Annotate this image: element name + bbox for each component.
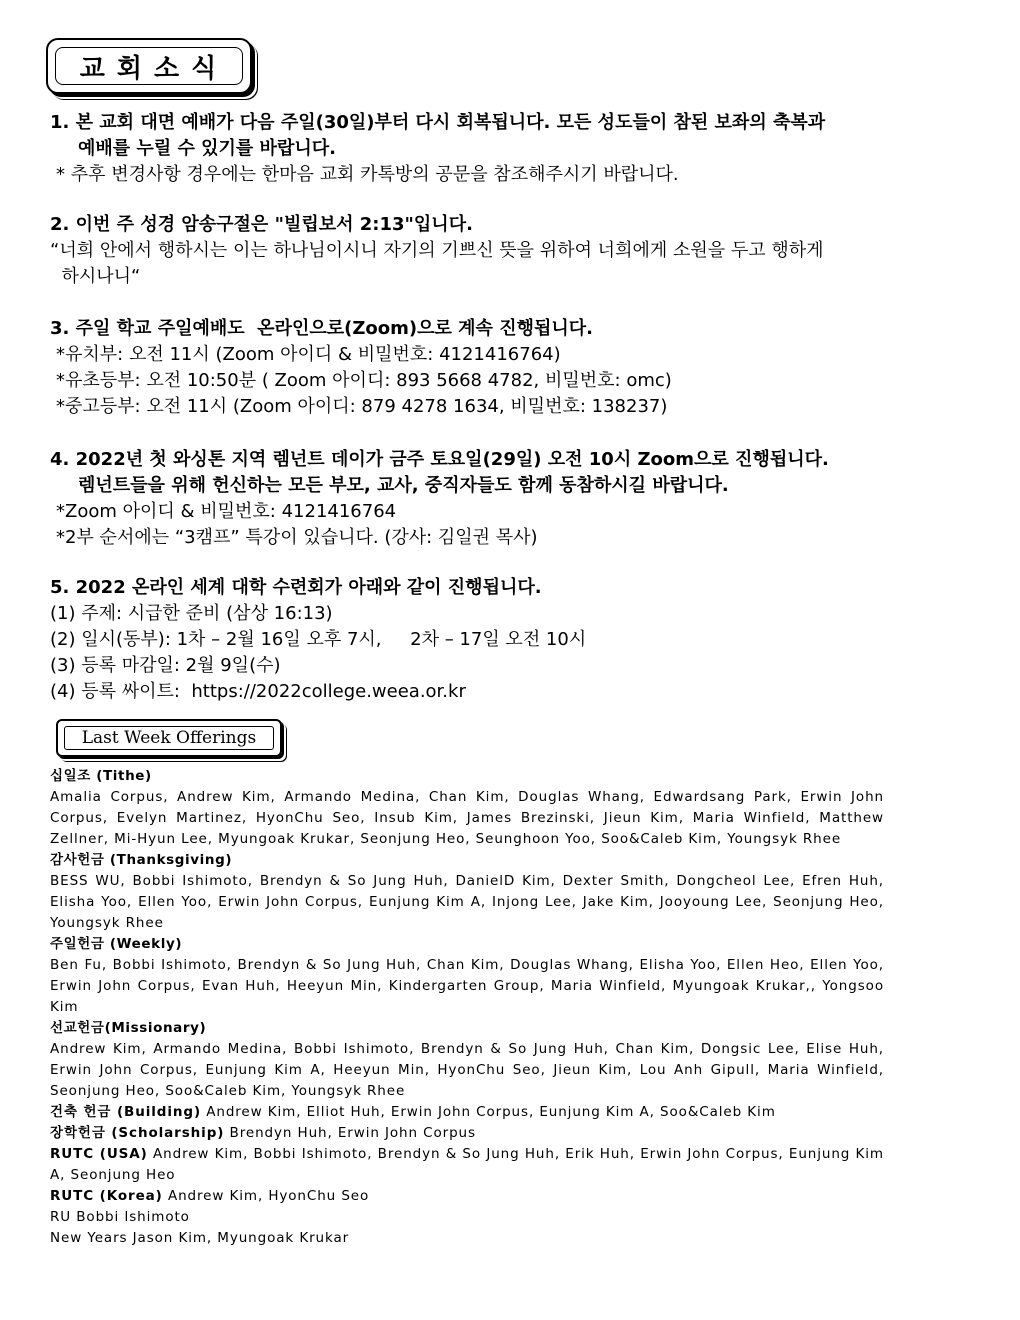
news-item-1 bbox=[50, 110, 950, 188]
news-line: *2부 순서에는 “3캠프” 특강이 있습니다. (강사: 김일권 목사) bbox=[56, 527, 538, 548]
news-line: *유치부: 오전 11시 (Zoom 아이디 & 비밀번호: 4121416764) bbox=[56, 344, 561, 365]
news-line: *중고등부: 오전 11시 (Zoom 아이디: 879 4278 1634, 비밀번호: 138237) bbox=[56, 396, 668, 417]
offering-category: 십일조 (Tithe) bbox=[50, 768, 152, 784]
news-heading: 2. 이번 주 성경 암송구절은 "빌립보서 2:13"입니다. bbox=[50, 214, 473, 235]
offering-category: RUTC (Korea) bbox=[50, 1188, 163, 1204]
offering-category: 선교헌금(Missionary) bbox=[50, 1020, 207, 1036]
offering-category: 주일헌금 (Weekly) bbox=[50, 936, 183, 952]
news-item-4 bbox=[50, 447, 950, 551]
news-heading: 5. 2022 온라인 세계 대학 수련회가 아래와 같이 진행됩니다. bbox=[50, 577, 542, 598]
offering-inline-row bbox=[50, 1186, 884, 1207]
news-line: (3) 등록 마감일: 2월 9일(수) bbox=[50, 655, 281, 676]
offering-names: Brendyn Huh, Erwin John Corpus bbox=[224, 1125, 476, 1141]
offering-names: Andrew Kim, HyonChu Seo bbox=[162, 1188, 370, 1204]
church-news-title: 교회소식 bbox=[55, 47, 243, 85]
offerings-title-frame bbox=[56, 719, 282, 757]
news-heading-continued: 렘넌트들을 위해 헌신하는 모든 부모, 교사, 중직자들도 함께 동참하시길 바랍니다. bbox=[78, 475, 729, 496]
news-line: (1) 주제: 시급한 준비 (삼상 16:13) bbox=[50, 603, 333, 624]
offering-plain-row: RU Bobbi Ishimoto bbox=[50, 1209, 190, 1225]
offerings-title: Last Week Offerings bbox=[64, 726, 274, 750]
news-heading: 3. 주일 학교 주일예배도 온라인으로(Zoom)으로 계속 진행됩니다. bbox=[50, 318, 593, 339]
offering-inline-row bbox=[50, 1102, 884, 1123]
news-line: *유초등부: 오전 10:50분 ( Zoom 아이디: 893 5668 4782, 비밀번호: omc) bbox=[56, 370, 672, 391]
offering-inline-row bbox=[50, 1144, 884, 1186]
news-item-5 bbox=[50, 575, 950, 705]
news-line: * 추후 변경사항 경우에는 한마음 교회 카톡방의 공문을 참조해주시기 바랍니다. bbox=[56, 164, 679, 185]
news-heading-continued: 예배를 누릴 수 있기를 바랍니다. bbox=[78, 138, 336, 159]
news-line: *Zoom 아이디 & 비밀번호: 4121416764 bbox=[56, 501, 397, 522]
offering-inline-row bbox=[50, 1123, 884, 1144]
news-line: 하시나니“ bbox=[50, 266, 141, 287]
offering-names: Andrew Kim, Elliot Huh, Erwin John Corpus, Eunjung Kim A, Soo&Caleb Kim bbox=[201, 1104, 776, 1120]
offering-category: RUTC (USA) bbox=[50, 1146, 148, 1162]
church-news-title-frame bbox=[46, 38, 252, 94]
offerings-list bbox=[50, 766, 884, 1249]
news-line: “너희 안에서 행하시는 이는 하나님이시니 자기의 기쁘신 뜻을 위하여 너희에게 소원을 두고 행하게 bbox=[50, 240, 824, 261]
offering-names: Ben Fu, Bobbi Ishimoto, Brendyn & So Jung Huh, Chan Kim, Douglas Whang, Elisha Yoo, Ellen Heo, Ellen Yoo, Erwin John Corpus, Evan Huh, Heeyun Min, Kindergarten Group, Maria Winfield, Myungoak Krukar,, Yongsoo Kim bbox=[50, 957, 884, 1015]
offering-category: 장학헌금 (Scholarship) bbox=[50, 1125, 225, 1141]
news-line: (2) 일시(동부): 1차 – 2월 16일 오후 7시, 2차 – 17일 오전 10시 bbox=[50, 629, 587, 650]
offering-category: 건축 헌금 (Building) bbox=[50, 1104, 202, 1120]
news-item-3 bbox=[50, 316, 950, 420]
news-heading: 4. 2022년 첫 와싱톤 지역 렘넌트 데이가 금주 토요일(29일) 오전 10시 Zoom으로 진행됩니다. bbox=[50, 449, 829, 470]
offering-names: BESS WU, Bobbi Ishimoto, Brendyn & So Jung Huh, DanielD Kim, Dexter Smith, Dongcheol Lee, Efren Huh, Elisha Yoo, Ellen Yoo, Erwin John Corpus, Eunjung Kim A, Injong Lee, Jake Kim, Jooyoung Lee, Seonjung Heo, Youngsyk Rhee bbox=[50, 873, 884, 931]
news-item-2 bbox=[50, 212, 950, 290]
offering-names: Amalia Corpus, Andrew Kim, Armando Medina, Chan Kim, Douglas Whang, Edwardsang Park, Erwin John Corpus, Evelyn Martinez, HyonChu Seo, Insub Kim, James Brezinski, Jieun Kim, Maria Winfield, Matthew Zellner, Mi-Hyun Lee, Myungoak Krukar, Seonjung Heo, Seunghoon Yoo, Soo&Caleb Kim, Youngsyk Rhee bbox=[50, 789, 884, 847]
news-link-line: (4) 등록 싸이트: https://2022college.weea.or.kr bbox=[50, 681, 466, 702]
offering-category: 감사헌금 (Thanksgiving) bbox=[50, 852, 233, 868]
offering-names: Andrew Kim, Armando Medina, Bobbi Ishimoto, Brendyn & So Jung Huh, Chan Kim, Dongsic Lee, Elise Huh, Erwin John Corpus, Eunjung Kim A, Heeyun Min, HyonChu Seo, Jieun Kim, Lou Anh Gipull, Maria Winfield, Seonjung Heo, Soo&Caleb Kim, Youngsyk Rhee bbox=[50, 1041, 884, 1099]
news-heading: 1. 본 교회 대면 예배가 다음 주일(30일)부터 다시 회복됩니다. 모든 성도들이 참된 보좌의 축복과 bbox=[50, 112, 826, 133]
offering-plain-row: New Years Jason Kim, Myungoak Krukar bbox=[50, 1230, 350, 1246]
offering-names: Andrew Kim, Bobbi Ishimoto, Brendyn & So Jung Huh, Erik Huh, Erwin John Corpus, Eunjung Kim A, Seonjung Heo bbox=[50, 1146, 884, 1183]
